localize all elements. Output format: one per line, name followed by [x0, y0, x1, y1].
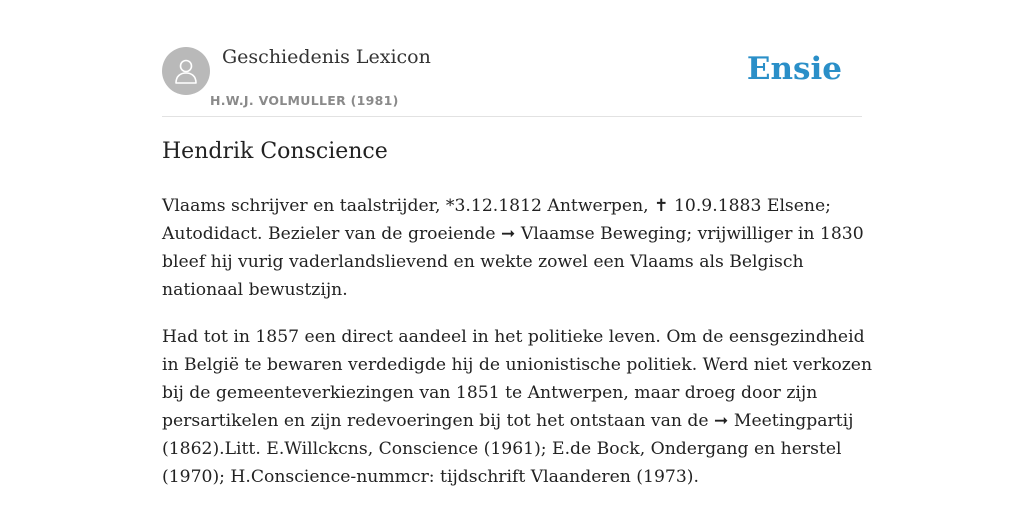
avatar[interactable] — [162, 47, 210, 95]
header — [162, 0, 862, 117]
author-label: H.W.J. VOLMULLER (1981) — [210, 93, 399, 108]
entry-title: Hendrik Conscience — [162, 139, 388, 164]
page — [162, 0, 873, 512]
paragraph-1 — [162, 192, 862, 304]
paragraph-line: (1970); H.Conscience-nummcr: tijdschrift Vlaanderen (1973). — [162, 467, 699, 487]
paragraph-line: (1862).Litt. E.Willckcns, Conscience (1961); E.de Bock, Ondergang en herstel — [162, 439, 842, 459]
paragraph-line: Had tot in 1857 een direct aandeel in het politieke leven. Om de eensgezindheid — [162, 327, 865, 347]
paragraph-line: nationaal bewustzijn. — [162, 280, 348, 300]
paragraph-line: Autodidact. Bezieler van de groeiende ➞ Vlaamse Beweging; vrijwilliger in 1830 — [162, 224, 864, 244]
user-icon — [173, 57, 199, 85]
paragraph-2 — [162, 323, 873, 491]
ensie-logo[interactable]: Ensie — [746, 51, 842, 87]
book-title-link[interactable]: Geschiedenis Lexicon — [222, 46, 431, 68]
paragraph-line: bij de gemeenteverkiezingen van 1851 te Antwerpen, maar droeg door zijn — [162, 383, 818, 403]
paragraph-line: in België te bewaren verdedigde hij de unionistische politiek. Werd niet verkozen — [162, 355, 873, 375]
paragraph-line: Vlaams schrijver en taalstrijder, *3.12.1812 Antwerpen, ✝ 10.9.1883 Elsene; — [162, 196, 831, 216]
paragraph-line: persartikelen en zijn redevoeringen bij tot het ontstaan van de ➞ Meetingpartij — [162, 411, 854, 431]
paragraph-line: bleef hij vurig vaderlandslievend en wekte zowel een Vlaams als Belgisch — [162, 252, 804, 272]
